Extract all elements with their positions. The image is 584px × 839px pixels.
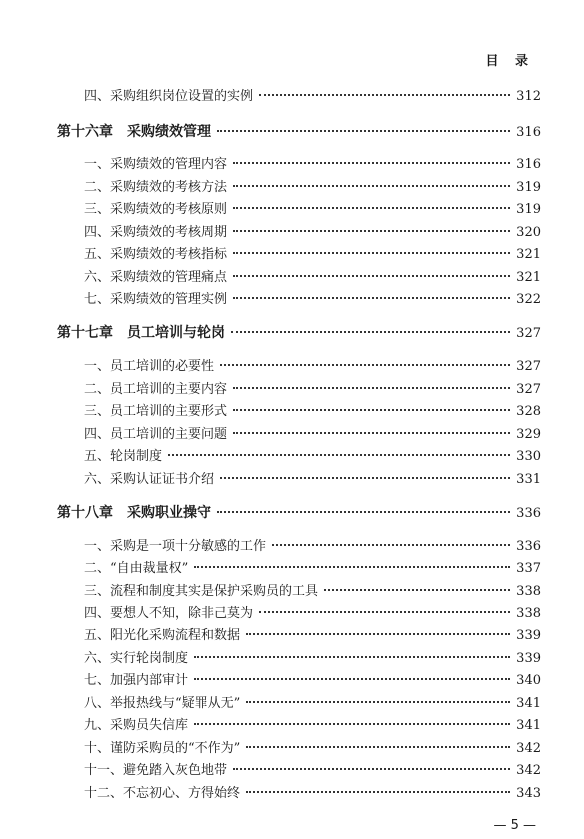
section-title: 二、“自由裁量权”: [84, 561, 189, 576]
toc-section-row[interactable]: [84, 650, 541, 668]
section-title: 六、采购认证证书介绍: [84, 472, 215, 487]
dot-leader: [233, 409, 510, 411]
dot-leader: [217, 511, 510, 513]
dot-leader: [233, 432, 510, 434]
dot-leader: [220, 364, 510, 366]
dot-leader: [233, 162, 510, 164]
dot-leader: [324, 589, 510, 591]
chapter-title: 第十八章 采购职业操守: [57, 505, 211, 521]
toc-section-row[interactable]: [84, 695, 541, 713]
section-title: 三、采购绩效的考核原则: [84, 202, 228, 217]
dot-leader: [233, 768, 510, 770]
toc-section-row[interactable]: [84, 583, 541, 601]
section-title: 六、实行轮岗制度: [84, 651, 189, 666]
section-title: 四、要想人不知，除非己莫为: [84, 606, 254, 621]
toc-section-row[interactable]: [84, 358, 541, 376]
dot-leader: [246, 791, 510, 793]
toc-page-number: 341: [516, 718, 541, 733]
toc-page-number: 337: [516, 561, 541, 576]
dot-leader: [168, 454, 510, 456]
toc-page-number: 331: [516, 472, 541, 487]
section-title: 十一、避免踏入灰色地带: [84, 763, 228, 778]
section-title: 八、举报热线与“疑罪从无”: [84, 696, 241, 711]
toc-section-row[interactable]: [84, 403, 541, 421]
dot-leader: [231, 331, 510, 333]
section-title: 一、员工培训的必要性: [84, 359, 215, 374]
toc-page-number: 321: [516, 270, 541, 285]
dot-leader: [246, 701, 510, 703]
section-title: 四、采购组织岗位设置的实例: [84, 89, 254, 104]
toc-page-number: 321: [516, 247, 541, 262]
toc-page-number: 327: [516, 359, 541, 374]
section-title: 三、流程和制度其实是保护采购员的工具: [84, 584, 319, 599]
section-title: 四、员工培训的主要问题: [84, 427, 228, 442]
toc-section-row[interactable]: [84, 672, 541, 690]
dot-leader: [233, 252, 510, 254]
toc-section-row[interactable]: [84, 156, 541, 174]
toc-section-row[interactable]: [84, 448, 541, 466]
section-title: 七、采购绩效的管理实例: [84, 292, 228, 307]
toc-section-row[interactable]: [84, 381, 541, 399]
section-title: 一、采购绩效的管理内容: [84, 157, 228, 172]
dot-leader: [272, 544, 510, 546]
toc-section-row[interactable]: [84, 740, 541, 758]
chapter-title: 第十七章 员工培训与轮岗: [57, 325, 225, 341]
toc-chapter-row[interactable]: [57, 122, 541, 143]
toc-page-number: 339: [516, 651, 541, 666]
toc-section-row[interactable]: [84, 762, 541, 780]
toc-page-number: 340: [516, 673, 541, 688]
toc-page-number: 312: [516, 89, 541, 104]
toc-page-number: 339: [516, 628, 541, 643]
dot-leader: [233, 185, 510, 187]
dot-leader: [194, 566, 510, 568]
section-title: 一、采购是一项十分敏感的工作: [84, 539, 267, 554]
dot-leader: [233, 275, 510, 277]
dot-leader: [233, 387, 510, 389]
dot-leader: [233, 207, 510, 209]
dot-leader: [194, 723, 510, 725]
toc-section-row[interactable]: [84, 201, 541, 219]
dot-leader: [259, 611, 510, 613]
toc-page-number: 327: [516, 326, 541, 341]
toc-chapter-row[interactable]: [57, 503, 541, 524]
toc-section-row[interactable]: [84, 224, 541, 242]
dot-leader: [246, 633, 510, 635]
section-title: 十、谨防采购员的“不作为”: [84, 741, 241, 756]
toc-section-row[interactable]: [84, 538, 541, 556]
section-title: 五、采购绩效的考核指标: [84, 247, 228, 262]
section-title: 五、阳光化采购流程和数据: [84, 628, 241, 643]
toc-page-number: 341: [516, 696, 541, 711]
chapter-title: 第十六章 采购绩效管理: [57, 124, 211, 140]
toc-section-row[interactable]: [84, 605, 541, 623]
toc-page-number: 319: [516, 180, 541, 195]
toc-section-row[interactable]: [84, 785, 541, 803]
dot-leader: [246, 746, 510, 748]
toc-section-row[interactable]: [84, 269, 541, 287]
toc-section-row[interactable]: [84, 246, 541, 264]
toc-page-number: 319: [516, 202, 541, 217]
toc-page-number: 316: [516, 125, 541, 140]
toc-page-number: 316: [516, 157, 541, 172]
dot-leader: [217, 130, 510, 132]
section-title: 六、采购绩效的管理痛点: [84, 270, 228, 285]
toc-section-row[interactable]: [84, 179, 541, 197]
section-title: 五、轮岗制度: [84, 449, 163, 464]
dot-leader: [194, 678, 510, 680]
dot-leader: [194, 656, 510, 658]
page-number: — 5 —: [493, 818, 536, 833]
dot-leader: [220, 477, 510, 479]
toc-page-number: 330: [516, 449, 541, 464]
toc-page-number: 338: [516, 584, 541, 599]
dot-leader: [233, 230, 510, 232]
toc-page-number: 328: [516, 404, 541, 419]
section-title: 七、加强内部审计: [84, 673, 189, 688]
toc-section-row[interactable]: [84, 560, 541, 578]
section-title: 三、员工培训的主要形式: [84, 404, 228, 419]
toc-page-number: 322: [516, 292, 541, 307]
dot-leader: [259, 94, 510, 96]
section-title: 二、员工培训的主要内容: [84, 382, 228, 397]
toc-section-row[interactable]: [84, 426, 541, 444]
running-head: 目 录: [485, 54, 534, 69]
section-title: 九、采购员失信库: [84, 718, 189, 733]
toc-page-number: 327: [516, 382, 541, 397]
toc-section-row[interactable]: [84, 627, 541, 645]
toc-page-number: 329: [516, 427, 541, 442]
section-title: 十二、不忘初心、方得始终: [84, 786, 241, 801]
toc-section-row[interactable]: [84, 717, 541, 735]
toc-page-number: 320: [516, 225, 541, 240]
toc-section-row[interactable]: [84, 291, 541, 309]
toc-page-number: 342: [516, 763, 541, 778]
toc-page-number: 343: [516, 786, 541, 801]
toc-page-number: 342: [516, 741, 541, 756]
toc-page-number: 338: [516, 606, 541, 621]
toc-page-number: 336: [516, 539, 541, 554]
toc-chapter-row[interactable]: [57, 323, 541, 344]
toc-section-row[interactable]: [84, 88, 541, 106]
section-title: 四、采购绩效的考核周期: [84, 225, 228, 240]
toc-page-number: 336: [516, 506, 541, 521]
toc-section-row[interactable]: [84, 471, 541, 489]
dot-leader: [233, 297, 510, 299]
section-title: 二、采购绩效的考核方法: [84, 180, 228, 195]
